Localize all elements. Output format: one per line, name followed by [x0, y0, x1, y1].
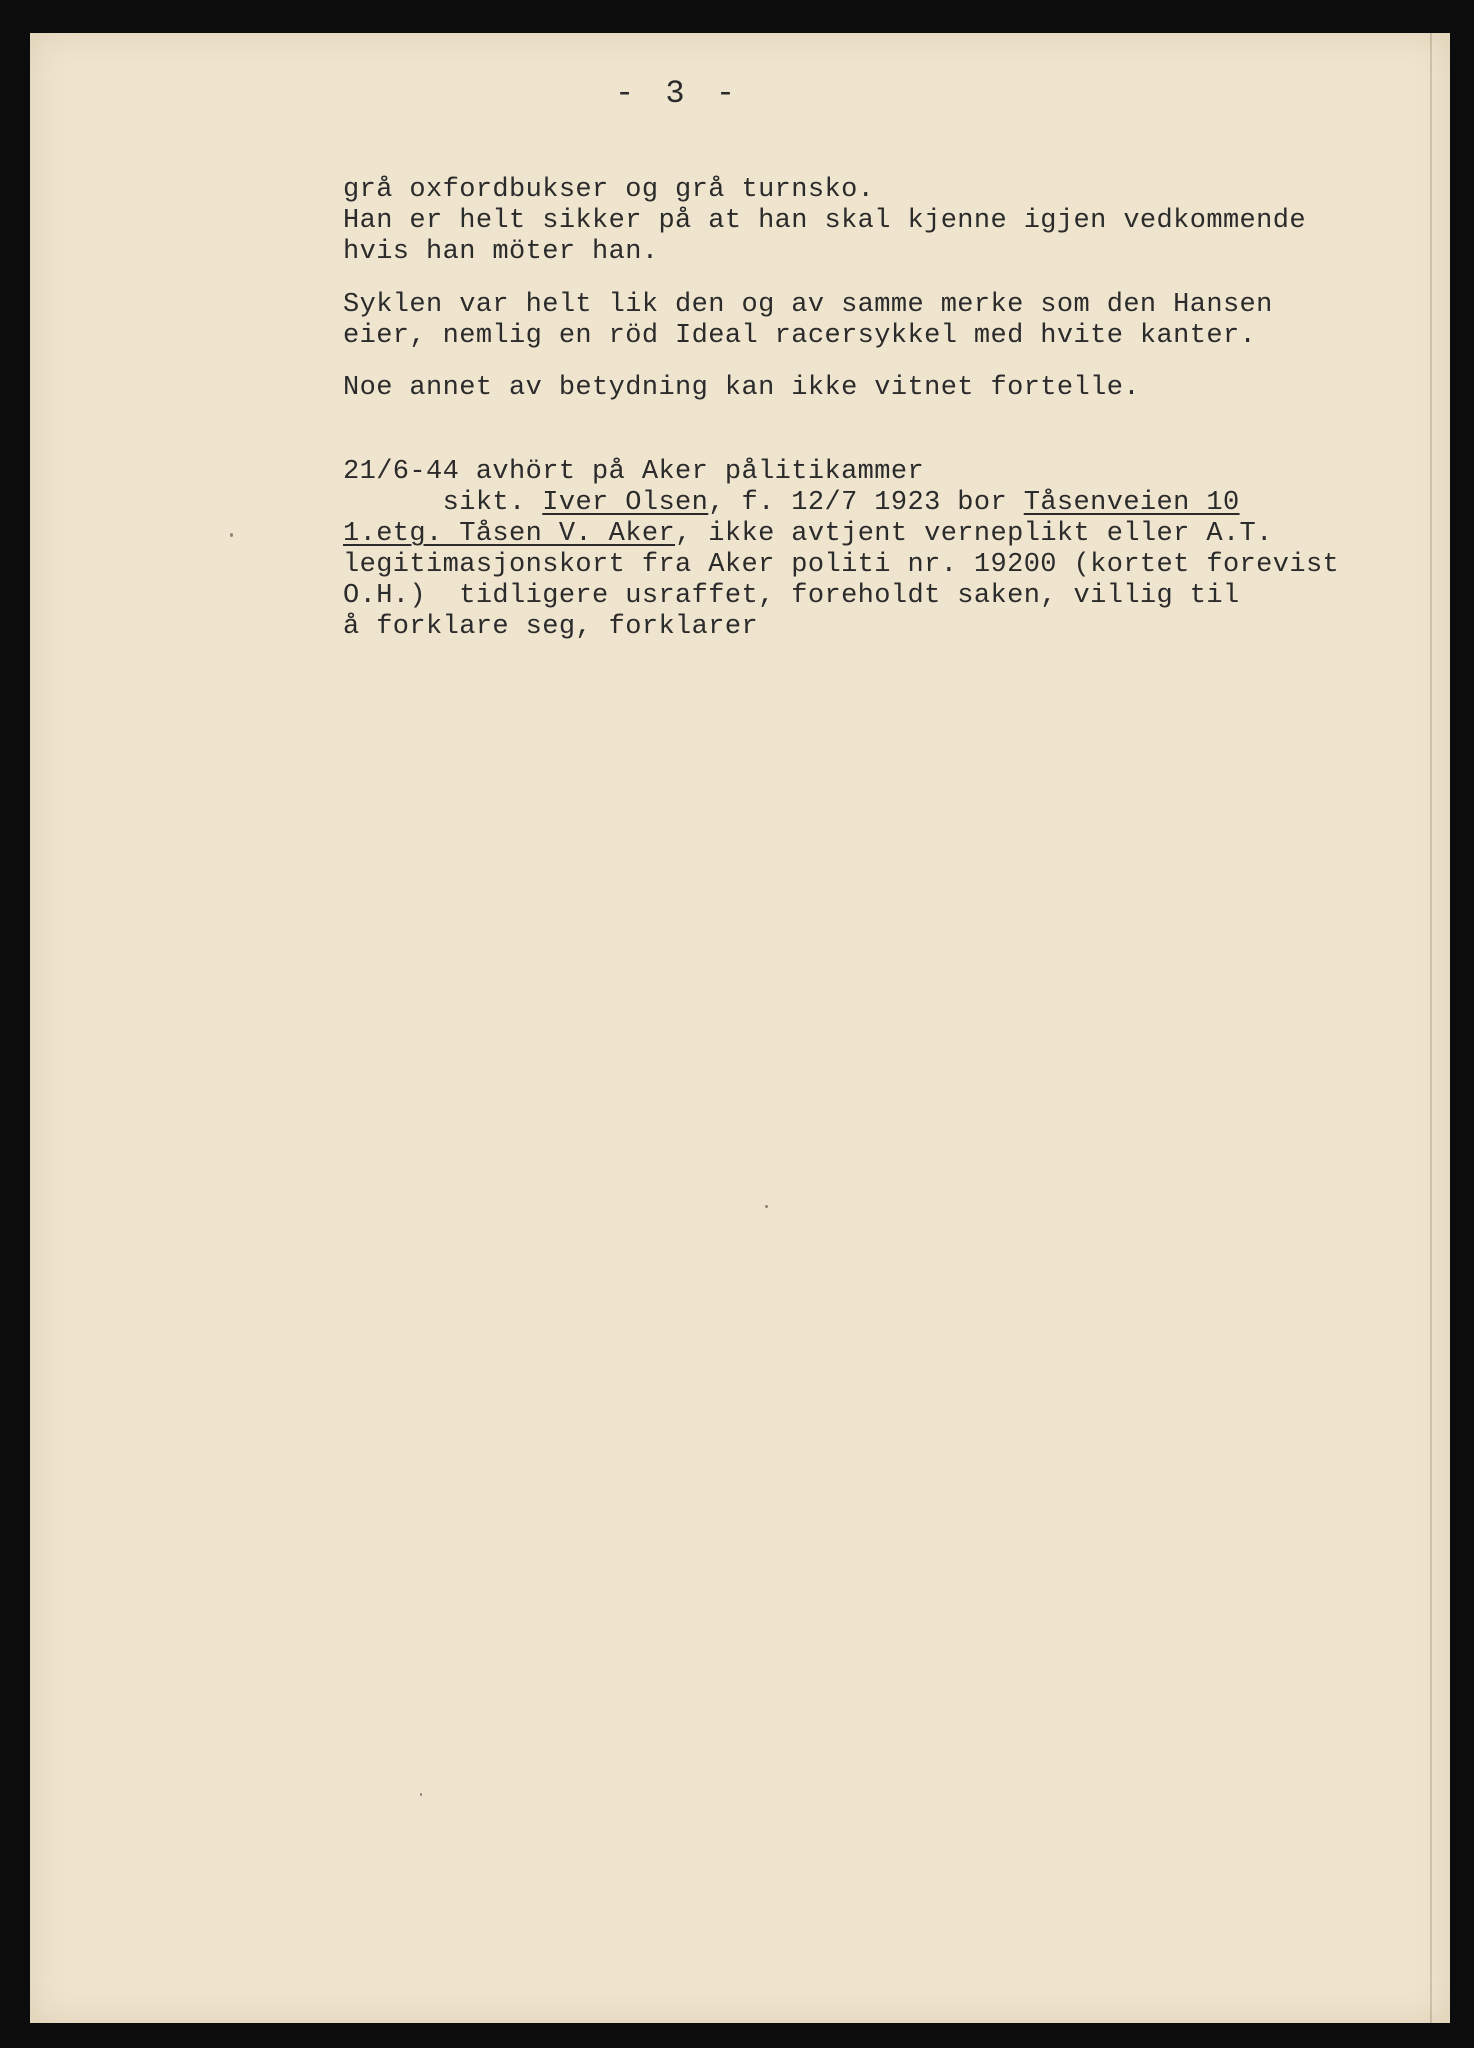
- address-line: [343, 519, 1273, 550]
- text-span: , f. 12/7 1923 bor: [708, 488, 1024, 518]
- suspect-address: Tåsenveien 10: [1023, 488, 1240, 518]
- text-span: , ikke avtjent verneplikt eller A.T.: [675, 519, 1273, 549]
- typed-text-area: [30, 33, 1450, 2023]
- text-line: å forklare seg, forklarer: [343, 612, 759, 642]
- paper-speck: [765, 1205, 768, 1208]
- suspect-name: Iver Olsen: [542, 488, 709, 518]
- paper-speck: [230, 533, 233, 537]
- paper-speck: [420, 1793, 422, 1796]
- text-line: O.H.) tidligere usraffet, foreholdt saken, villig til: [343, 581, 1240, 611]
- text-line: legitimasjonskort fra Aker politi nr. 19200 (kortet forevist: [343, 550, 1340, 580]
- document-page: [30, 33, 1450, 2023]
- text-line: eier, nemlig en röd Ideal racersykkel med hvite kanter.: [343, 321, 1257, 351]
- text-line: Noe annet av betydning kan ikke vitnet fortelle.: [343, 373, 1140, 403]
- interrogation-date-line: 21/6-44 avhört på Aker pålitikammer: [343, 457, 925, 487]
- text-line: hvis han möter han.: [343, 237, 659, 267]
- text-line: Syklen var helt lik den og av samme merke som den Hansen: [343, 290, 1273, 320]
- text-span: sikt.: [343, 488, 543, 518]
- suspect-address-continued: 1.etg. Tåsen V. Aker: [343, 519, 676, 549]
- text-line: grå oxfordbukser og grå turnsko.: [343, 175, 875, 205]
- page-number: - 3 -: [615, 75, 742, 112]
- text-line: Han er helt sikker på at han skal kjenne igjen vedkommende: [343, 206, 1306, 236]
- suspect-line: [343, 488, 1240, 519]
